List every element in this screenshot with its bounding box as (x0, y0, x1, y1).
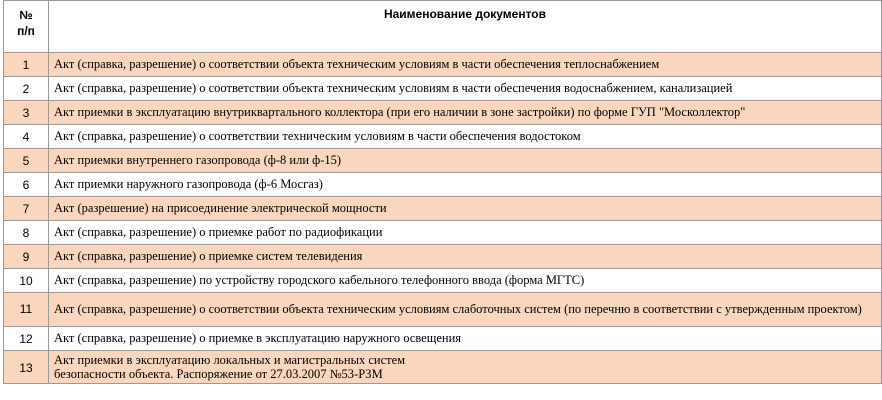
row-number: 11 (4, 293, 49, 327)
table-row (4, 197, 882, 221)
row-number: 5 (4, 149, 49, 173)
row-document-name: Акт приемки в эксплуатацию локальных и магистральных систем безопасности объекта. Распоряжение от 27.03.2007 №53-РЗМ (49, 351, 882, 384)
row-document-name: Акт приемки в эксплуатацию внутриквартального коллектора (при его наличии в зоне застройки) по форме ГУП "Москоллектор" (49, 101, 882, 125)
row-document-name: Акт приемки внутреннего газопровода (ф-8 или ф-15) (49, 149, 882, 173)
row-number: 2 (4, 77, 49, 101)
row-number: 4 (4, 125, 49, 149)
table-header (4, 1, 882, 53)
row-document-name: Акт (справка, разрешение) о соответствии объекта техническим условиям в части обеспечения водоснабжением, канализацией (49, 77, 882, 101)
table-row (4, 77, 882, 101)
row-number: 10 (4, 269, 49, 293)
table-row (4, 101, 882, 125)
row-document-name: Акт (справка, разрешение) о приемке работ по радиофикации (49, 221, 882, 245)
table-row (4, 149, 882, 173)
table-row (4, 269, 882, 293)
row-document-name: Акт (справка, разрешение) о соответствии техническим условиям в части обеспечения водостоком (49, 125, 882, 149)
header-number-label: № п/п (17, 8, 35, 38)
table-row (4, 293, 882, 327)
row-number: 6 (4, 173, 49, 197)
row-document-name: Акт (разрешение) на присоединение электрической мощности (49, 197, 882, 221)
documents-table (3, 0, 882, 384)
row-number: 9 (4, 245, 49, 269)
table-row (4, 327, 882, 351)
header-name-label: Наименование документов (383, 7, 547, 21)
row-number: 1 (4, 53, 49, 77)
header-number (4, 1, 49, 53)
table-row (4, 221, 882, 245)
row-document-name: Акт (справка, разрешение) по устройству городского кабельного телефонного ввода (форма МГТС) (49, 269, 882, 293)
table-row (4, 53, 882, 77)
row-number: 3 (4, 101, 49, 125)
row-number: 12 (4, 327, 49, 351)
table-row (4, 125, 882, 149)
table-row (4, 173, 882, 197)
row-number: 7 (4, 197, 49, 221)
row-document-name: Акт приемки наружного газопровода (ф-6 Мосгаз) (49, 173, 882, 197)
row-document-name: Акт (справка, разрешение) о приемке систем телевидения (49, 245, 882, 269)
row-number: 13 (4, 351, 49, 384)
row-document-name: Акт (справка, разрешение) о соответствии объекта техническим условиям в части обеспечения теплоснабжением (49, 53, 882, 77)
row-number: 8 (4, 221, 49, 245)
row-document-name: Акт (справка, разрешение) о соответствии объекта техническим условиям слаботочных систем (по перечню в соответствии с утвержденным проектом) (49, 293, 882, 327)
table-row (4, 245, 882, 269)
row-document-name: Акт (справка, разрешение) о приемке в эксплуатацию наружного освещения (49, 327, 882, 351)
header-document-name (49, 1, 882, 53)
table-row (4, 351, 882, 384)
